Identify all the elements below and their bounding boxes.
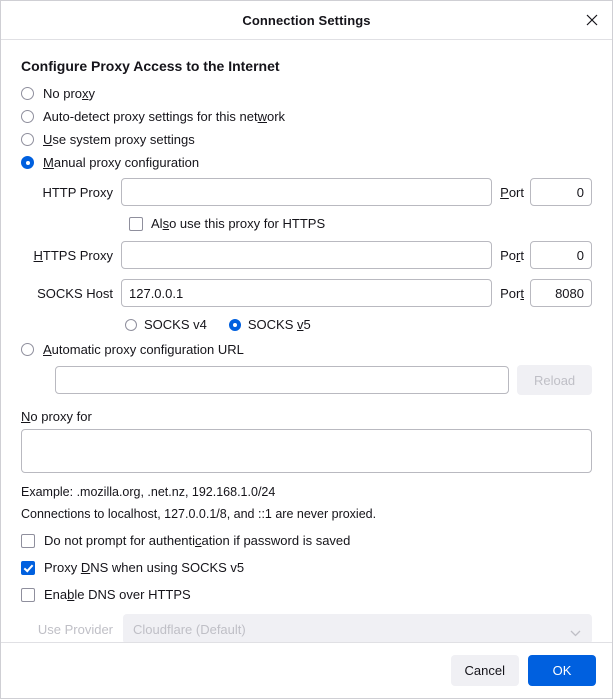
dialog-title: Connection Settings (242, 12, 371, 28)
checkbox-indicator (21, 561, 35, 575)
checkbox-proxy-dns-socks5-label: Proxy DNS when using SOCKS v5 (44, 560, 245, 575)
radio-indicator (125, 319, 137, 331)
http-proxy-label: HTTP Proxy (42, 184, 113, 200)
radio-auto-detect[interactable] (21, 109, 592, 124)
provider-dropdown[interactable] (123, 614, 592, 642)
checkbox-proxy-dns-socks5[interactable] (21, 560, 592, 575)
no-proxy-for-label: No proxy for (21, 409, 92, 424)
radio-auto-detect-label: Auto-detect proxy settings for this network (43, 109, 286, 124)
radio-manual-proxy-label: Manual proxy configuration (43, 155, 200, 170)
socks-port-label: Port (500, 285, 524, 301)
close-icon[interactable] (580, 8, 604, 32)
also-use-for-https-checkbox[interactable] (129, 216, 592, 231)
no-proxy-example: Example: .mozilla.org, .net.nz, 192.168.1.0/24 (21, 485, 276, 499)
checkbox-enable-doh-label: Enable DNS over HTTPS (44, 587, 191, 602)
radio-socks-v4[interactable] (125, 317, 207, 332)
radio-system-proxy[interactable] (21, 132, 592, 147)
radio-indicator (21, 156, 34, 169)
radio-indicator (229, 319, 241, 331)
chevron-down-icon (570, 625, 581, 640)
radio-socks-v4-label: SOCKS v4 (144, 317, 207, 332)
checkbox-indicator (21, 534, 35, 548)
radio-pac-url[interactable] (21, 342, 592, 357)
also-use-for-https-label: Also use this proxy for HTTPS (151, 216, 326, 231)
radio-socks-v5-label: SOCKS v5 (247, 317, 311, 332)
pac-url-input[interactable] (55, 366, 509, 394)
checkbox-indicator (21, 588, 35, 602)
http-proxy-row (21, 178, 592, 206)
reload-button[interactable]: Reload (517, 365, 592, 395)
dialog-content (1, 40, 612, 642)
socks-host-row (21, 279, 592, 307)
radio-no-proxy[interactable] (21, 86, 592, 101)
section-heading: Configure Proxy Access to the Internet (21, 58, 280, 74)
https-port-label: Port (500, 247, 524, 263)
provider-selected-value: Cloudflare (Default) (133, 621, 246, 637)
no-proxy-for-textarea[interactable] (21, 429, 592, 473)
https-proxy-label: HTTPS Proxy (33, 247, 113, 263)
no-proxy-note: Connections to localhost, 127.0.0.1/8, and ::1 are never proxied. (21, 507, 377, 521)
dialog-titlebar (1, 1, 612, 40)
http-port-input[interactable] (530, 178, 592, 206)
dialog-footer (1, 642, 612, 698)
radio-system-proxy-label: Use system proxy settings (43, 132, 195, 147)
checkbox-indicator (129, 217, 143, 231)
http-port-label: Port (500, 184, 524, 200)
radio-pac-url-label: Automatic proxy configuration URL (43, 342, 244, 357)
socks-host-input[interactable] (121, 279, 492, 307)
provider-label: Use Provider (37, 621, 113, 637)
socks-port-input[interactable] (530, 279, 592, 307)
https-proxy-input[interactable] (121, 241, 492, 269)
http-proxy-input[interactable] (121, 178, 492, 206)
radio-socks-v5[interactable] (229, 317, 311, 332)
checkbox-no-prompt-auth[interactable] (21, 533, 592, 548)
https-port-input[interactable] (530, 241, 592, 269)
cancel-button[interactable]: Cancel (451, 655, 519, 686)
radio-indicator (21, 110, 34, 123)
radio-indicator (21, 133, 34, 146)
ok-button[interactable]: OK (528, 655, 596, 686)
socks-version-group (125, 317, 592, 332)
checkbox-no-prompt-auth-label: Do not prompt for authentication if password is saved (44, 533, 351, 548)
radio-manual-proxy[interactable] (21, 155, 592, 170)
pac-url-row (55, 365, 592, 395)
checkbox-enable-doh[interactable] (21, 587, 592, 602)
radio-indicator (21, 87, 34, 100)
provider-row (21, 614, 592, 642)
https-proxy-row (21, 241, 592, 269)
radio-no-proxy-label: No proxy (43, 86, 96, 101)
radio-indicator (21, 343, 34, 356)
socks-host-label: SOCKS Host (37, 285, 113, 301)
